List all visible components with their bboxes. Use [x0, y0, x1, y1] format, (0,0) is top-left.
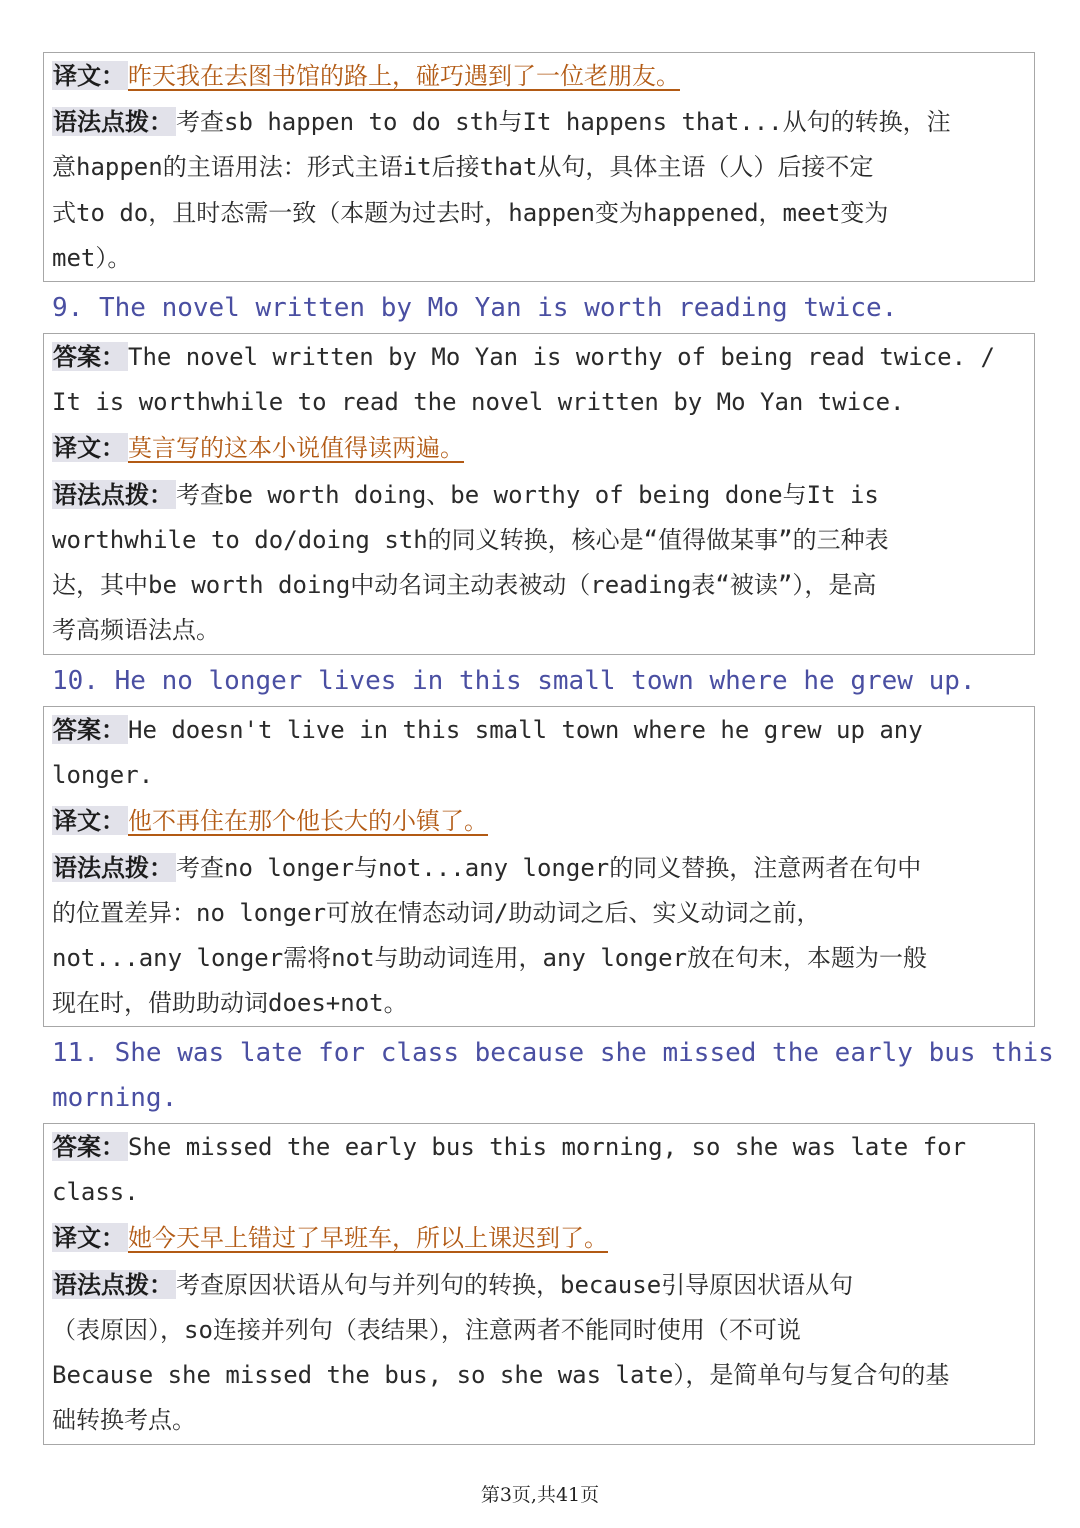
grammar-label: 语法点拨：	[52, 107, 176, 136]
grammar-text: 现在时，借助助动词does+not。	[52, 989, 408, 1018]
answer-label: 答案：	[52, 1132, 128, 1161]
question-title: 10. He no longer lives in this small town where he grew up.	[52, 666, 976, 696]
grammar-text: met）。	[52, 243, 132, 272]
answer-label: 答案：	[52, 342, 128, 371]
translation-text: 昨天我在去图书馆的路上，碰巧遇到了一位老朋友。	[128, 62, 680, 90]
grammar-text: worthwhile to do/doing sth的同义转换，核心是“值得做某事”的三种表	[52, 525, 889, 554]
grammar-label: 语法点拨：	[52, 1270, 176, 1299]
question-title: 9. The novel written by Mo Yan is worth reading twice.	[52, 293, 898, 323]
grammar-text: （表原因），so连接并列句（表结果），注意两者不能同时使用（不可说	[52, 1315, 801, 1344]
grammar-line	[52, 99, 1024, 145]
answer-box	[43, 1123, 1035, 1445]
translation-label: 译文：	[52, 61, 128, 90]
answer-text: class.	[52, 1178, 139, 1207]
translation-label: 译文：	[52, 433, 128, 462]
translation-line	[52, 425, 1024, 471]
grammar-line	[52, 472, 1024, 518]
translation-line	[52, 1215, 1024, 1261]
grammar-text: 考高频语法点。	[52, 616, 220, 645]
grammar-text: 考查原因状语从句与并列句的转换，because引导原因状语从句	[176, 1270, 854, 1299]
question-title: morning.	[52, 1083, 178, 1113]
grammar-text: 式to do，且时态需一致（本题为过去时，happen变为happened，meet变为	[52, 198, 889, 227]
translation-text: 她今天早上错过了早班车，所以上课迟到了。	[128, 1224, 608, 1253]
answer-line	[52, 334, 1024, 380]
grammar-text: 础转换考点。	[52, 1406, 196, 1435]
translation-line	[52, 798, 1024, 844]
translation-text: 莫言写的这本小说值得读两遍。	[128, 434, 464, 463]
answer-line	[52, 707, 1024, 753]
grammar-text: 的位置差异：no longer可放在情态动词/助动词之后、实义动词之前，	[52, 898, 821, 927]
grammar-text: 考查be worth doing、be worthy of being done与It is	[176, 480, 879, 509]
translation-text: 他不再住在那个他长大的小镇了。	[128, 807, 488, 836]
grammar-text: 意happen的主语用法：形式主语it后接that从句，具体主语（人）后接不定	[52, 153, 874, 182]
page-footer: 第3页,共41页	[480, 1484, 600, 1506]
grammar-label: 语法点拨：	[52, 480, 176, 509]
translation-label: 译文：	[52, 1223, 128, 1252]
answer-text: He doesn't live in this small town where he grew up any	[128, 716, 923, 744]
grammar-text: 考查sb happen to do sth与It happens that...从句的转换，注	[176, 108, 951, 137]
question-title: 11. She was late for class because she missed the early bus this	[52, 1038, 1054, 1068]
translation-label: 译文：	[52, 806, 128, 835]
answer-box	[43, 333, 1035, 655]
answer-text: The novel written by Mo Yan is worthy of being read twice. /	[128, 343, 995, 371]
answer-line	[52, 1124, 1024, 1170]
grammar-text: Because she missed the bus, so she was late），是简单句与复合句的基	[52, 1361, 950, 1390]
translation-line	[52, 53, 1024, 99]
grammar-line	[52, 845, 1024, 891]
answer-label: 答案：	[52, 715, 128, 744]
grammar-label: 语法点拨：	[52, 853, 176, 882]
answer-box	[43, 706, 1035, 1027]
answer-text: longer.	[52, 761, 154, 790]
answer-text: She missed the early bus this morning, so she was late for	[128, 1133, 967, 1161]
grammar-text: not...any longer需将not与助动词连用，any longer放在句末，本题为一般	[52, 944, 928, 973]
grammar-text: 达，其中be worth doing中动名词主动表被动（reading表“被读”），是高	[52, 571, 877, 600]
grammar-text: 考查no longer与not...any longer的同义替换，注意两者在句中	[176, 853, 922, 882]
grammar-line	[52, 1262, 1024, 1308]
explanation-box	[43, 52, 1035, 282]
answer-text: It is worthwhile to read the novel written by Mo Yan twice.	[52, 388, 905, 417]
